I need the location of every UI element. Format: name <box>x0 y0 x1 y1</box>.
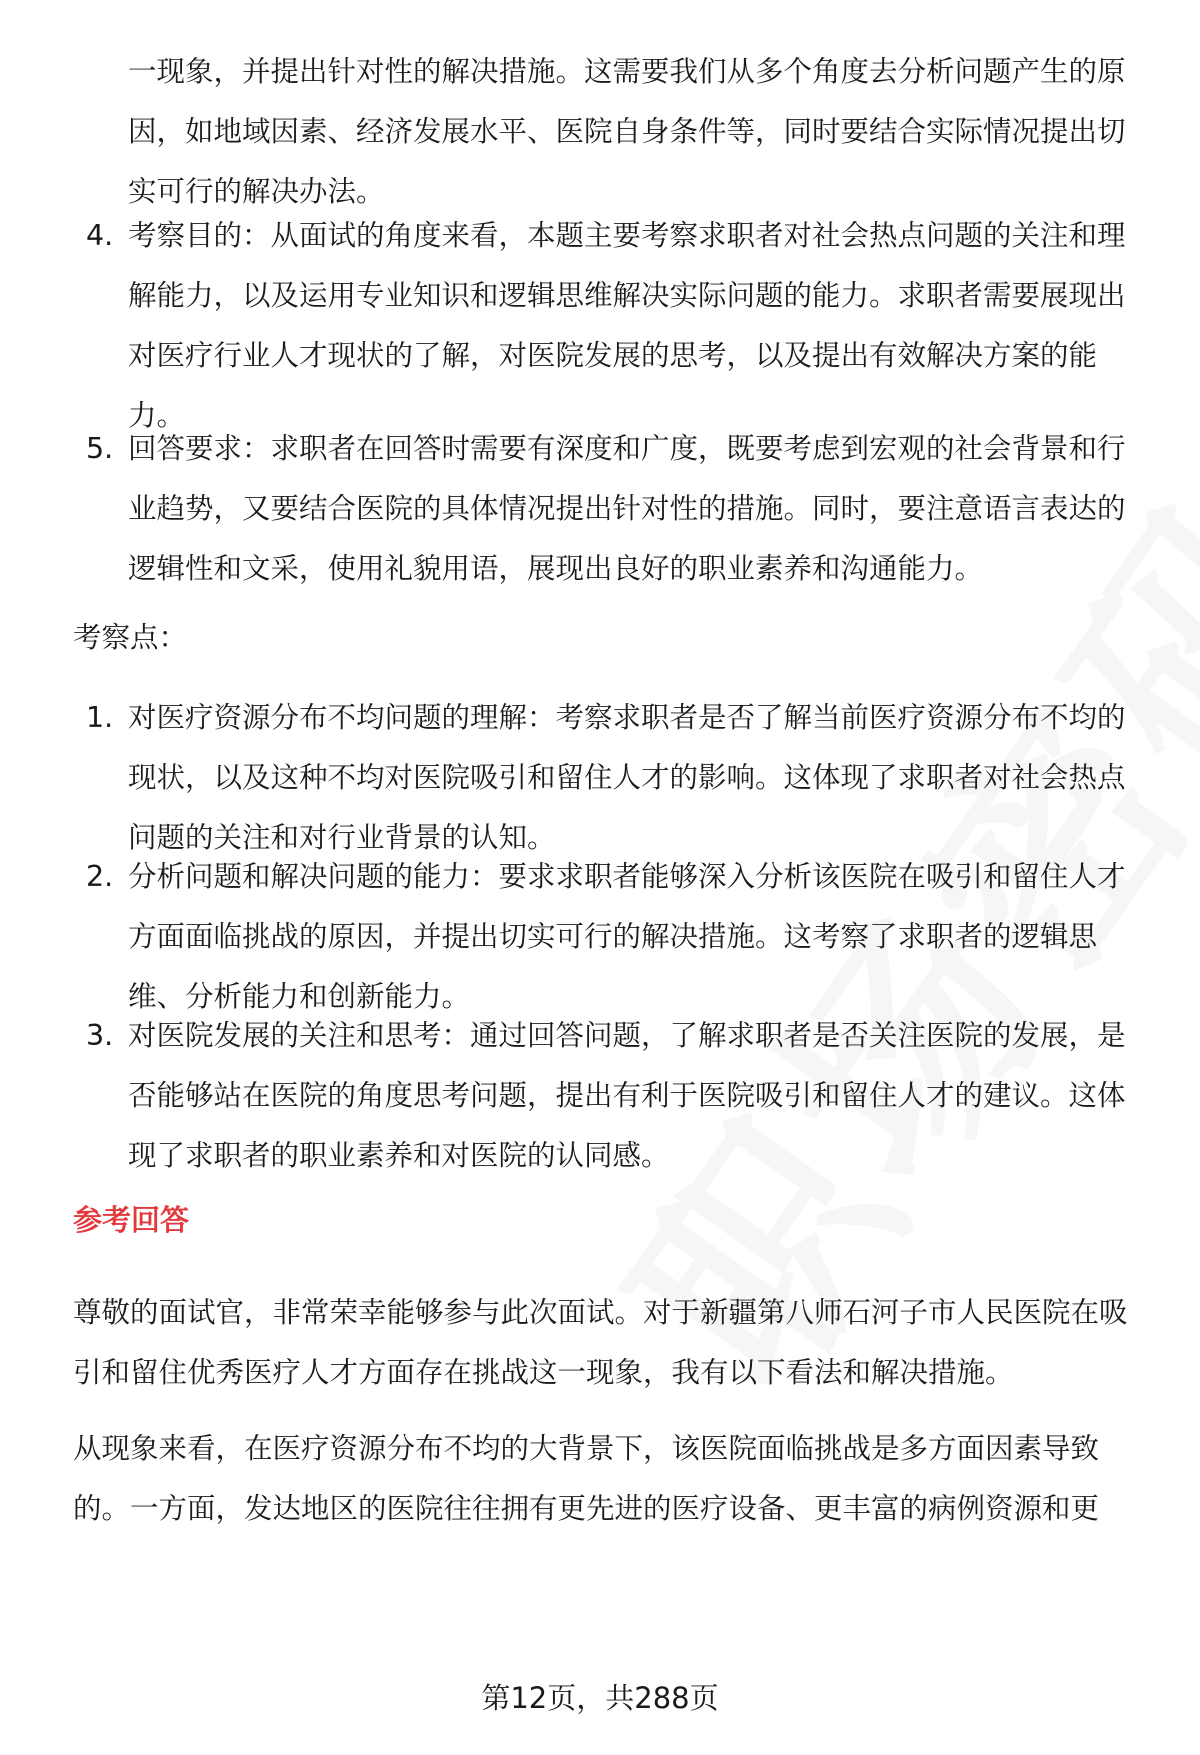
list-number: 2. <box>86 860 114 893</box>
answer-paragraph: 尊敬的面试官，非常荣幸能够参与此次面试。对于新疆第八师石河子市人民医院在吸引和留住优秀医疗人才方面存在挑战这一现象，我有以下看法和解决措施。 <box>73 1296 1128 1389</box>
section-heading-points: 考察点： <box>73 621 188 654</box>
list-item-text: 对医疗资源分布不均问题的理解：考察求职者是否了解当前医疗资源分布不均的现状，以及这种不均对医院吸引和留住人才的影响。这体现了求职者对社会热点问题的关注和对行业背景的认知。 <box>128 701 1126 854</box>
list-number: 3. <box>86 1019 114 1052</box>
list-item-text: 回答要求：求职者在回答时需要有深度和广度，既要考虑到宏观的社会背景和行业趋势，又要结合医院的具体情况提出针对性的措施。同时，要注意语言表达的逻辑性和文采，使用礼貌用语，展现出良好的职业素养和沟通能力。 <box>128 432 1126 585</box>
answer-paragraph: 从现象来看，在医疗资源分布不均的大背景下，该医院面临挑战是多方面因素导致的。一方面，发达地区的医院往往拥有更先进的医疗设备、更丰富的病例资源和更 <box>73 1432 1100 1525</box>
list-number: 5. <box>86 432 114 465</box>
page-footer: 第12页，共288页 <box>481 1681 719 1715</box>
list-number: 4. <box>86 219 114 252</box>
list-item-text: 分析问题和解决问题的能力：要求求职者能够深入分析该医院在吸引和留住人才方面面临挑战的原因，并提出切实可行的解决措施。这考察了求职者的逻辑思维、分析能力和创新能力。 <box>128 860 1126 1013</box>
list-item-text: 对医院发展的关注和思考：通过回答问题，了解求职者是否关注医院的发展，是否能够站在医院的角度思考问题，提出有利于医院吸引和留住人才的建议。这体现了求职者的职业素养和对医院的认同感。 <box>128 1019 1126 1172</box>
list-item-text: 考察目的：从面试的角度来看，本题主要考察求职者对社会热点问题的关注和理解能力，以及运用专业知识和逻辑思维解决实际问题的能力。求职者需要展现出对医疗行业人才现状的了解，对医院发展的思考，以及提出有效解决方案的能力。 <box>128 219 1126 432</box>
continuation-paragraph: 一现象，并提出针对性的解决措施。这需要我们从多个角度去分析问题产生的原因，如地域因素、经济发展水平、医院自身条件等，同时要结合实际情况提出切实可行的解决办法。 <box>128 55 1126 208</box>
section-heading-answer: 参考回答 <box>73 1203 190 1237</box>
list-number: 1. <box>86 701 114 734</box>
